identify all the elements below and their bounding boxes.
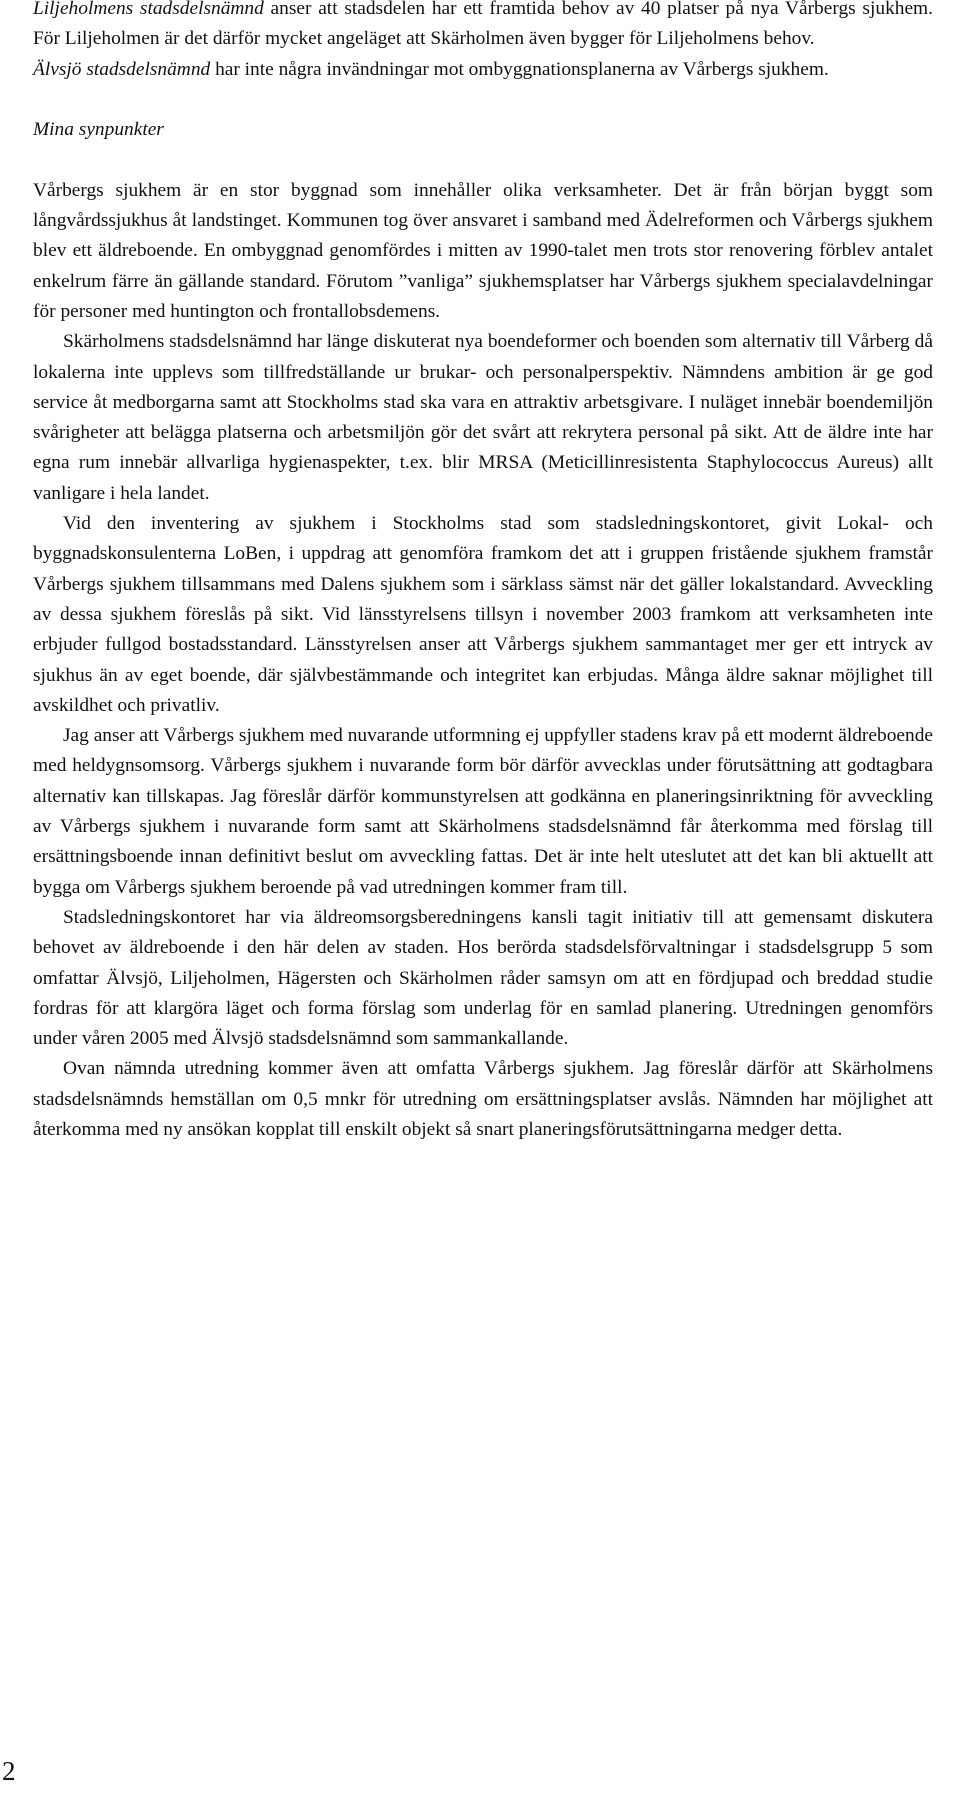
body-paragraph: Stadsledningskontoret har via äldreomsorgsberedningens kansli tagit initiativ till att gemensamt diskutera behovet av äldreboende i den här delen av staden. Hos berörda stadsdelsförvaltningar i stadsdelsgrupp 5 som omfattar Älvsjö, Liljeholmen, Hägersten och Skärholmen råder samsyn om att en fördjupad och breddad studie fordras för att klargöra läget och forma förslag som underlag för en samlad planering. Utredningen genomförs under våren 2005 med Älvsjö stadsdelsnämnd som sammankallande.: [33, 906, 933, 1050]
page-number: 2: [2, 1756, 16, 1786]
intro-text: har inte några invändningar mot ombyggnationsplanerna av Vårbergs sjukhem.: [210, 58, 829, 80]
org-name: Älvsjö stadsdelsnämnd: [33, 58, 211, 80]
body-paragraph: Jag anser att Vårbergs sjukhem med nuvarande utformning ej uppfyller stadens krav på ett modernt äldreboende med heldygnsomsorg. Vårbergs sjukhem i nuvarande form bör därför avvecklas under förutsättning att godtagbara alternativ kan tillskapas. Jag föreslår därför kommunstyrelsen att godkänna en planeringsinriktning för avveckling av Vårbergs sjukhem i nuvarande form samt att Skärholmens stadsdelsnämnd får återkomma med förslag till ersättningsboende innan definitivt beslut om avveckling fattas. Det är inte helt uteslutet att det kan bli aktuellt att bygga om Vårbergs sjukhem beroende på vad utredningen kommer fram till.: [33, 725, 933, 898]
spacer: [33, 85, 933, 115]
spacer: [33, 145, 933, 175]
intro-paragraph-alvsjo: [33, 55, 933, 85]
intro-text: anser att stadsdelen har ett framtida behov av 40 platser på nya Vårbergs sjukhem. För Liljeholmen är det därför mycket angeläget att Skärholmen även bygger för Liljeholmens behov.: [33, 0, 933, 50]
intro-paragraph-liljeholmen: [33, 0, 933, 55]
body-paragraph: Vårbergs sjukhem är en stor byggnad som innehåller olika verksamheter. Det är från början byggt som långvårdssjukhus åt landstinget. Kommunen tog över ansvaret i samband med Ädelreformen och Vårbergs sjukhem blev ett äldreboende. En ombyggnad genomfördes i mitten av 1990-talet men trots stor renovering förblev antalet enkelrum färre än gällande standard. Förutom ”vanliga” sjukhemsplatser har Vårbergs sjukhem specialavdelningar för personer med huntington och frontallobsdemens.: [33, 179, 933, 322]
document-body: [33, 0, 933, 1145]
body-paragraph: Skärholmens stadsdelsnämnd har länge diskuterat nya boendeformer och boenden som alternativ till Vårberg då lokalerna inte upplevs som tillfredställande ur brukar- och personalperspektiv. Nämndens ambition är ge god service åt medborgarna samt att Stockholms stad ska vara en attraktiv arbetsgivare. I nuläget innebär boendemiljön svårigheter att belägga platserna och arbetsmiljön gör det svårt att rekrytera personal på sikt. Att de äldre inte har egna rum innebär allvarliga hygienaspekter, t.ex. blir MRSA (Meticillinresistenta Staphylococcus Aureus) allt vanligare i hela landet.: [33, 331, 933, 504]
org-name: Liljeholmens stadsdelsnämnd: [33, 0, 264, 19]
body-paragraph: Vid den inventering av sjukhem i Stockholms stad som stadsledningskontoret, givit Lokal- och byggnadskonsulenterna LoBen, i uppdrag att genomföra framkom det att i gruppen fristående sjukhem framstår Vårbergs sjukhem tillsammans med Dalens sjukhem som i särklass sämst när det gäller lokalstandard. Avveckling av dessa sjukhem föreslås på sikt. Vid länsstyrelsens tillsyn i november 2003 framkom att verksamheten inte erbjuder fullgod bostadsstandard. Länsstyrelsen anser att Vårbergs sjukhem sammantaget mer ger ett intryck av sjukhus än av eget boende, där självbestämmande och integritet kan erbjudas. Många äldre saknar möjlighet till avskildhet och privatliv.: [33, 513, 933, 716]
body-paragraph: Ovan nämnda utredning kommer även att omfatta Vårbergs sjukhem. Jag föreslår därför att Skärholmens stadsdelsnämnds hemställan om 0,5 mnkr för utredning om ersättningsplatser avslås. Nämnden har möjlighet att återkomma med ny ansökan kopplat till enskilt objekt så snart planeringsförutsättningarna medger detta.: [33, 1058, 933, 1140]
section-heading: Mina synpunkter: [33, 119, 164, 141]
